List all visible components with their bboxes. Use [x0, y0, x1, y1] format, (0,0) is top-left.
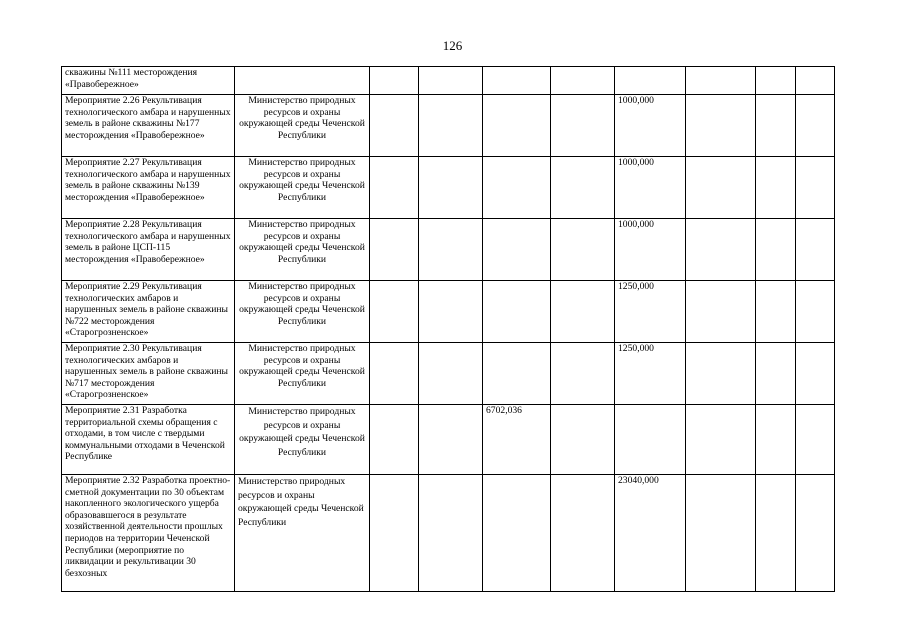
value-cell [551, 157, 615, 219]
value-cell [756, 343, 796, 405]
activity-name-cell: Мероприятие 2.30 Рекультивация технологических амбаров и нарушенных земель в районе скважины №717 месторождения «Старогрозненское» [62, 343, 235, 405]
program-activities-table [61, 66, 835, 592]
value-cell [419, 157, 483, 219]
table-row [62, 157, 835, 219]
value-cell [551, 67, 615, 95]
value-cell [370, 281, 419, 343]
value-cell [756, 67, 796, 95]
table-row [62, 219, 835, 281]
value-cell [796, 281, 835, 343]
value-cell [419, 219, 483, 281]
activity-name-cell: Мероприятие 2.28 Рекультивация технологического амбара и нарушенных земель в районе ЦСП-115 месторождения «Правобережное» [62, 219, 235, 281]
value-cell: 1000,000 [615, 95, 686, 157]
value-cell [756, 405, 796, 475]
value-cell: 1250,000 [615, 281, 686, 343]
value-cell [686, 95, 756, 157]
value-cell [483, 219, 551, 281]
value-cell [796, 219, 835, 281]
value-cell: 23040,000 [615, 475, 686, 592]
value-cell [370, 405, 419, 475]
activity-name-cell: Мероприятие 2.27 Рекультивация технологического амбара и нарушенных земель в районе скважины №139 месторождения «Правобережное» [62, 157, 235, 219]
value-cell [419, 95, 483, 157]
value-cell [796, 405, 835, 475]
value-cell: 6702,036 [483, 405, 551, 475]
value-cell [483, 281, 551, 343]
value-cell [483, 475, 551, 592]
page-number: 126 [442, 38, 463, 53]
value-cell [551, 475, 615, 592]
executor-cell: Министерство природных ресурсов и охраны окружающей среды Чеченской Республики [235, 343, 370, 405]
value-cell [370, 475, 419, 592]
activity-name-cell: Мероприятие 2.26 Рекультивация технологического амбара и нарушенных земель в районе скважины №177 месторождения «Правобережное» [62, 95, 235, 157]
table-row [62, 343, 835, 405]
executor-cell: Министерство природных ресурсов и охраны окружающей среды Чеченской Республики [235, 157, 370, 219]
value-cell [756, 157, 796, 219]
table-row [62, 281, 835, 343]
value-cell [796, 475, 835, 592]
value-cell [370, 157, 419, 219]
value-cell [419, 343, 483, 405]
value-cell [796, 95, 835, 157]
value-cell [686, 157, 756, 219]
executor-cell: Министерство природных ресурсов и охраны окружающей среды Чеченской Республики [235, 95, 370, 157]
value-cell [483, 67, 551, 95]
activity-name-cell: скважины №111 месторождения «Правобережное» [62, 67, 235, 95]
table-row [62, 475, 835, 592]
value-cell [756, 475, 796, 592]
value-cell [551, 343, 615, 405]
value-cell [756, 219, 796, 281]
value-cell: 1000,000 [615, 157, 686, 219]
value-cell [796, 157, 835, 219]
value-cell [551, 219, 615, 281]
table-row [62, 67, 835, 95]
executor-cell: Министерство природных ресурсов и охраны окружающей среды Чеченской Республики [235, 219, 370, 281]
table-row [62, 95, 835, 157]
value-cell [419, 405, 483, 475]
executor-cell: Министерство природных ресурсов и охраны окружающей среды Чеченской Республики [235, 475, 370, 592]
value-cell [615, 405, 686, 475]
value-cell [686, 219, 756, 281]
activity-name-cell: Мероприятие 2.32 Разработка проектно-сметной документации по 30 объектам накопленного экологического ущерба образовавшегося в результате хозяйственной деятельности прошлых периодов на территории Чеченской Республики (мероприятие по ликвидации и рекультивации 30 безхозных [62, 475, 235, 592]
executor-cell: Министерство природных ресурсов и охраны окружающей среды Чеченской Республики [235, 405, 370, 475]
value-cell [615, 67, 686, 95]
executor-cell [235, 67, 370, 95]
value-cell [370, 219, 419, 281]
value-cell [483, 343, 551, 405]
value-cell: 1000,000 [615, 219, 686, 281]
activity-name-cell: Мероприятие 2.29 Рекультивация технологических амбаров и нарушенных земель в районе скважины №722 месторождения «Старогрозненское» [62, 281, 235, 343]
executor-cell: Министерство природных ресурсов и охраны окружающей среды Чеченской Республики [235, 281, 370, 343]
value-cell [756, 281, 796, 343]
value-cell [370, 343, 419, 405]
value-cell [483, 157, 551, 219]
value-cell [370, 67, 419, 95]
value-cell [483, 95, 551, 157]
value-cell [370, 95, 419, 157]
value-cell [756, 95, 796, 157]
value-cell [551, 95, 615, 157]
value-cell [796, 343, 835, 405]
value-cell [686, 475, 756, 592]
activity-name-cell: Мероприятие 2.31 Разработка территориальной схемы обращения с отходами, в том числе с твердыми коммунальными отходами в Чеченской Республике [62, 405, 235, 475]
table-row [62, 405, 835, 475]
value-cell [419, 281, 483, 343]
value-cell [686, 343, 756, 405]
value-cell [551, 281, 615, 343]
value-cell [686, 281, 756, 343]
value-cell [686, 405, 756, 475]
value-cell [796, 67, 835, 95]
value-cell: 1250,000 [615, 343, 686, 405]
value-cell [419, 475, 483, 592]
value-cell [551, 405, 615, 475]
value-cell [419, 67, 483, 95]
value-cell [686, 67, 756, 95]
